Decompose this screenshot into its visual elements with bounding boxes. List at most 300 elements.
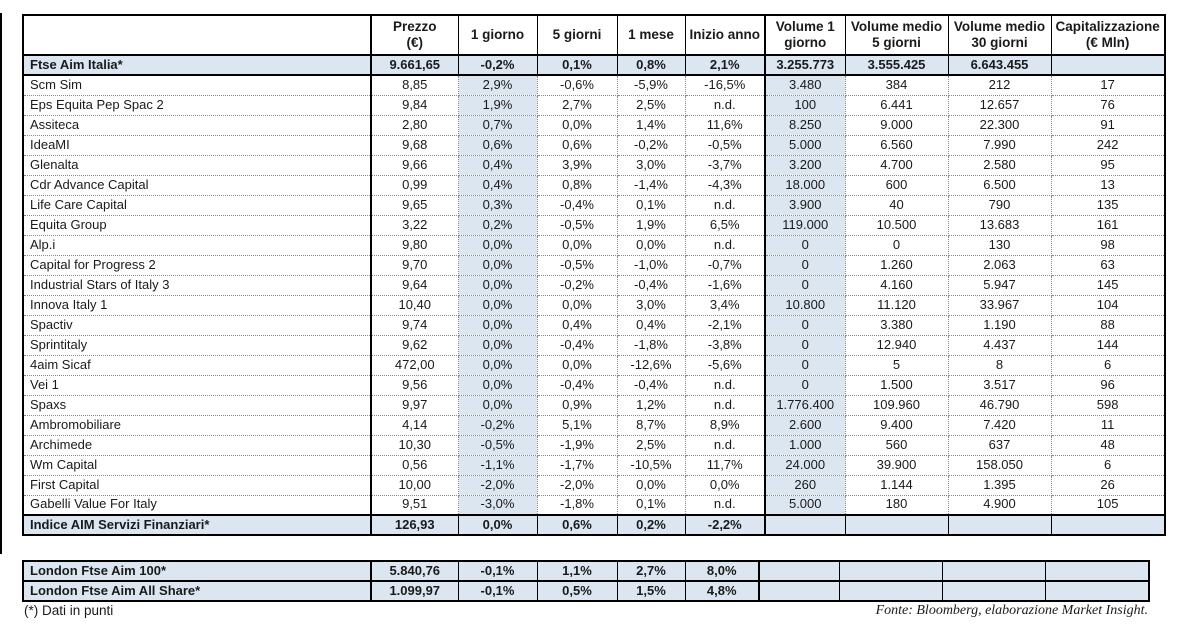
cell-inizio-anno: 0,0% bbox=[685, 475, 765, 495]
cell-5-giorni: 0,8% bbox=[537, 175, 617, 195]
cell-1-giorno: 0,0% bbox=[458, 375, 537, 395]
cell-volume-medio-30-giorni: 1.190 bbox=[948, 315, 1051, 335]
instrument-name: Innova Italy 1 bbox=[23, 295, 371, 315]
cell-1-mese: -1,8% bbox=[617, 335, 685, 355]
main-table-header-row bbox=[23, 15, 1165, 55]
cell-volume-medio-5-giorni: 9.400 bbox=[845, 415, 948, 435]
cell-1-mese: -1,0% bbox=[617, 255, 685, 275]
instrument-name: Industrial Stars of Italy 3 bbox=[23, 275, 371, 295]
cell-5-giorni: -1,8% bbox=[537, 495, 617, 515]
cell-prezzo: 9,74 bbox=[371, 315, 458, 335]
cell-volume-medio-30-giorni: 7.990 bbox=[948, 135, 1051, 155]
cell-1-mese: 0,1% bbox=[617, 195, 685, 215]
cell-prezzo: 0,56 bbox=[371, 455, 458, 475]
cell-5-giorni: 0,5% bbox=[537, 581, 617, 601]
cell-prezzo: 472,00 bbox=[371, 355, 458, 375]
cell-volume-medio-30-giorni: 8 bbox=[948, 355, 1051, 375]
cell-1-giorno: 2,9% bbox=[458, 75, 537, 95]
table-row bbox=[23, 215, 1165, 235]
cell-1-mese: 0,1% bbox=[617, 495, 685, 515]
cell-1-giorno: 0,0% bbox=[458, 335, 537, 355]
column-header-volume-1-giorno: Volume 1 giorno bbox=[765, 15, 845, 55]
cell-5-giorni: -0,6% bbox=[537, 75, 617, 95]
cell-1-mese: 2,7% bbox=[617, 561, 685, 581]
cell-capitalizzazione: 6 bbox=[1051, 355, 1165, 375]
table-row bbox=[23, 275, 1165, 295]
table-row bbox=[23, 235, 1165, 255]
cell-1-mese: 0,0% bbox=[617, 235, 685, 255]
cell-volume-1-giorno: 3.900 bbox=[765, 195, 845, 215]
aim-italia-table bbox=[22, 14, 1166, 536]
cell-prezzo: 5.840,76 bbox=[371, 561, 458, 581]
instrument-name: Indice AIM Servizi Finanziari* bbox=[23, 515, 371, 535]
cell-5-giorni: 0,0% bbox=[537, 235, 617, 255]
cell-inizio-anno: 11,7% bbox=[685, 455, 765, 475]
cell-inizio-anno: -16,5% bbox=[685, 75, 765, 95]
cell-5-giorni: 0,1% bbox=[537, 55, 617, 75]
cell-inizio-anno: -4,3% bbox=[685, 175, 765, 195]
cell-1-mese: 1,4% bbox=[617, 115, 685, 135]
cell-1-mese: 8,7% bbox=[617, 415, 685, 435]
table-row bbox=[23, 435, 1165, 455]
cell-prezzo: 126,93 bbox=[371, 515, 458, 535]
cell-prezzo: 9,51 bbox=[371, 495, 458, 515]
corner-cell bbox=[23, 15, 371, 55]
cell-1-mese: 1,2% bbox=[617, 395, 685, 415]
cell-capitalizzazione: 96 bbox=[1051, 375, 1165, 395]
instrument-name: 4aim Sicaf bbox=[23, 355, 371, 375]
cell-1-giorno: 0,4% bbox=[458, 175, 537, 195]
cell-volume-1-giorno: 3.200 bbox=[765, 155, 845, 175]
instrument-name: Scm Sim bbox=[23, 75, 371, 95]
cell-inizio-anno: n.d. bbox=[685, 435, 765, 455]
cell-capitalizzazione: 17 bbox=[1051, 75, 1165, 95]
cell-volume-1-giorno: 24.000 bbox=[765, 455, 845, 475]
cell-capitalizzazione: 63 bbox=[1051, 255, 1165, 275]
cell-5-giorni: -2,0% bbox=[537, 475, 617, 495]
cell-prezzo: 1.099,97 bbox=[371, 581, 458, 601]
cell-volume-medio-5-giorni: 560 bbox=[845, 435, 948, 455]
cell-prezzo: 9,97 bbox=[371, 395, 458, 415]
cell-5-giorni: 2,7% bbox=[537, 95, 617, 115]
cell-volume-1-giorno bbox=[765, 515, 845, 535]
cell-volume-medio-5-giorni: 600 bbox=[845, 175, 948, 195]
table-row bbox=[23, 395, 1165, 415]
cell-1-giorno: -1,1% bbox=[458, 455, 537, 475]
cell-volume-medio-30-giorni: 130 bbox=[948, 235, 1051, 255]
cell-volume-medio-5-giorni: 39.900 bbox=[845, 455, 948, 475]
cell-1-giorno: -2,0% bbox=[458, 475, 537, 495]
cell-prezzo: 10,30 bbox=[371, 435, 458, 455]
cell-capitalizzazione: 135 bbox=[1051, 195, 1165, 215]
cell-prezzo: 9,56 bbox=[371, 375, 458, 395]
cell-volume-medio-5-giorni: 9.000 bbox=[845, 115, 948, 135]
table-row bbox=[23, 195, 1165, 215]
instrument-name: First Capital bbox=[23, 475, 371, 495]
cell-inizio-anno: n.d. bbox=[685, 235, 765, 255]
table-row bbox=[23, 135, 1165, 155]
table-row bbox=[23, 255, 1165, 275]
cell-volume-medio-30-giorni: 7.420 bbox=[948, 415, 1051, 435]
table-row bbox=[23, 375, 1165, 395]
table-row bbox=[23, 335, 1165, 355]
cell-volume-medio-30-giorni: 6.643.455 bbox=[948, 55, 1051, 75]
instrument-name: Ambromobiliare bbox=[23, 415, 371, 435]
cell-volume-1-giorno: 0 bbox=[765, 235, 845, 255]
cell-1-mese: -1,4% bbox=[617, 175, 685, 195]
cell-volume-medio-5-giorni: 1.500 bbox=[845, 375, 948, 395]
cell-volume-1-giorno: 0 bbox=[765, 355, 845, 375]
cell-1-giorno: 0,0% bbox=[458, 395, 537, 415]
cell-prezzo: 2,80 bbox=[371, 115, 458, 135]
cell-5-giorni: 0,0% bbox=[537, 355, 617, 375]
column-header-5-giorni: 5 giorni bbox=[537, 15, 617, 55]
cell-volume-medio-30-giorni: 637 bbox=[948, 435, 1051, 455]
cell-volume-medio-30-giorni: 5.947 bbox=[948, 275, 1051, 295]
cell-volume-medio-30-giorni: 46.790 bbox=[948, 395, 1051, 415]
table-row bbox=[23, 475, 1165, 495]
cell-volume-1-giorno: 3.255.773 bbox=[765, 55, 845, 75]
cell-prezzo: 3,22 bbox=[371, 215, 458, 235]
cell-prezzo: 9,80 bbox=[371, 235, 458, 255]
cell-volume-medio-5-giorni: 3.555.425 bbox=[845, 55, 948, 75]
cell-1-giorno: 0,2% bbox=[458, 215, 537, 235]
column-header-1-mese: 1 mese bbox=[617, 15, 685, 55]
cell-volume-1-giorno: 0 bbox=[765, 275, 845, 295]
instrument-name: Eps Equita Pep Spac 2 bbox=[23, 95, 371, 115]
cell-volume-medio-30-giorni bbox=[942, 581, 1045, 601]
cell-1-mese: -0,4% bbox=[617, 375, 685, 395]
cell-1-mese: 1,9% bbox=[617, 215, 685, 235]
column-header-volume-medio-30-giorni: Volume medio 30 giorni bbox=[948, 15, 1051, 55]
cell-volume-1-giorno: 5.000 bbox=[765, 135, 845, 155]
cell-inizio-anno: -3,8% bbox=[685, 335, 765, 355]
cell-volume-medio-5-giorni: 10.500 bbox=[845, 215, 948, 235]
cell-volume-1-giorno: 119.000 bbox=[765, 215, 845, 235]
cell-1-mese: 0,2% bbox=[617, 515, 685, 535]
cell-volume-medio-30-giorni: 2.580 bbox=[948, 155, 1051, 175]
column-header-capitalizzazione: Capitalizzazione (€ Mln) bbox=[1051, 15, 1165, 55]
cell-volume-medio-30-giorni bbox=[942, 561, 1045, 581]
main-table-body bbox=[23, 55, 1165, 535]
table-row bbox=[23, 115, 1165, 135]
cell-1-giorno: 0,0% bbox=[458, 235, 537, 255]
cell-capitalizzazione: 145 bbox=[1051, 275, 1165, 295]
instrument-name: London Ftse Aim 100* bbox=[23, 561, 371, 581]
instrument-name: London Ftse Aim All Share* bbox=[23, 581, 371, 601]
cell-capitalizzazione: 104 bbox=[1051, 295, 1165, 315]
cell-inizio-anno: 2,1% bbox=[685, 55, 765, 75]
cell-inizio-anno: -1,6% bbox=[685, 275, 765, 295]
cell-prezzo: 9.661,65 bbox=[371, 55, 458, 75]
cell-1-giorno: 0,6% bbox=[458, 135, 537, 155]
cell-5-giorni: 0,9% bbox=[537, 395, 617, 415]
footnote-dati-in-punti: (*) Dati in punti bbox=[24, 603, 114, 618]
cell-prezzo: 9,66 bbox=[371, 155, 458, 175]
cell-inizio-anno: n.d. bbox=[685, 395, 765, 415]
cell-prezzo: 4,14 bbox=[371, 415, 458, 435]
cell-5-giorni: -1,9% bbox=[537, 435, 617, 455]
cell-volume-medio-30-giorni: 1.395 bbox=[948, 475, 1051, 495]
cell-1-giorno: 0,0% bbox=[458, 295, 537, 315]
cell-volume-medio-30-giorni: 790 bbox=[948, 195, 1051, 215]
cell-capitalizzazione: 48 bbox=[1051, 435, 1165, 455]
cell-5-giorni: -0,2% bbox=[537, 275, 617, 295]
cell-prezzo: 10,00 bbox=[371, 475, 458, 495]
table-row bbox=[23, 495, 1165, 515]
cell-5-giorni: -0,5% bbox=[537, 255, 617, 275]
cell-volume-1-giorno bbox=[759, 561, 839, 581]
cell-volume-medio-30-giorni: 4.437 bbox=[948, 335, 1051, 355]
cell-5-giorni: 0,0% bbox=[537, 115, 617, 135]
cell-1-giorno: 0,4% bbox=[458, 155, 537, 175]
cell-volume-medio-5-giorni: 384 bbox=[845, 75, 948, 95]
cell-capitalizzazione: 76 bbox=[1051, 95, 1165, 115]
cell-capitalizzazione: 105 bbox=[1051, 495, 1165, 515]
cell-capitalizzazione: 26 bbox=[1051, 475, 1165, 495]
table-row bbox=[23, 561, 1149, 581]
table-row bbox=[23, 581, 1149, 601]
column-header-1-giorno: 1 giorno bbox=[458, 15, 537, 55]
column-header-prezzo: Prezzo (€) bbox=[371, 15, 458, 55]
cell-volume-medio-5-giorni: 4.700 bbox=[845, 155, 948, 175]
cell-volume-medio-30-giorni: 158.050 bbox=[948, 455, 1051, 475]
instrument-name: Ftse Aim Italia* bbox=[23, 55, 371, 75]
cell-inizio-anno: n.d. bbox=[685, 195, 765, 215]
source-attribution: Fonte: Bloomberg, elaborazione Market Insight. bbox=[875, 603, 1148, 618]
cell-1-giorno: 0,7% bbox=[458, 115, 537, 135]
instrument-name: Cdr Advance Capital bbox=[23, 175, 371, 195]
cell-prezzo: 9,65 bbox=[371, 195, 458, 215]
cell-prezzo: 8,85 bbox=[371, 75, 458, 95]
instrument-name: Vei 1 bbox=[23, 375, 371, 395]
cell-1-giorno: -3,0% bbox=[458, 495, 537, 515]
cell-1-mese: -12,6% bbox=[617, 355, 685, 375]
cell-volume-1-giorno: 8.250 bbox=[765, 115, 845, 135]
cell-capitalizzazione: 95 bbox=[1051, 155, 1165, 175]
cell-inizio-anno: n.d. bbox=[685, 495, 765, 515]
cell-capitalizzazione: 161 bbox=[1051, 215, 1165, 235]
cell-volume-1-giorno: 3.480 bbox=[765, 75, 845, 95]
cell-volume-medio-30-giorni: 3.517 bbox=[948, 375, 1051, 395]
cell-5-giorni: 0,6% bbox=[537, 515, 617, 535]
cell-volume-medio-5-giorni: 40 bbox=[845, 195, 948, 215]
table-row bbox=[23, 315, 1165, 335]
cell-capitalizzazione bbox=[1045, 581, 1149, 601]
cell-volume-1-giorno: 5.000 bbox=[765, 495, 845, 515]
cell-volume-1-giorno: 10.800 bbox=[765, 295, 845, 315]
cell-volume-medio-5-giorni bbox=[845, 515, 948, 535]
cell-inizio-anno: n.d. bbox=[685, 95, 765, 115]
cell-volume-1-giorno: 100 bbox=[765, 95, 845, 115]
instrument-name: Capital for Progress 2 bbox=[23, 255, 371, 275]
cell-volume-medio-30-giorni: 12.657 bbox=[948, 95, 1051, 115]
cell-1-giorno: 0,0% bbox=[458, 515, 537, 535]
cell-5-giorni: -1,7% bbox=[537, 455, 617, 475]
cell-volume-medio-30-giorni: 13.683 bbox=[948, 215, 1051, 235]
table-row bbox=[23, 455, 1165, 475]
cell-1-mese: 0,8% bbox=[617, 55, 685, 75]
column-header-inizio-anno: Inizio anno bbox=[685, 15, 765, 55]
column-header-volume-medio-5-giorni: Volume medio 5 giorni bbox=[845, 15, 948, 55]
cell-inizio-anno: n.d. bbox=[685, 375, 765, 395]
cell-inizio-anno: 8,0% bbox=[685, 561, 759, 581]
cell-5-giorni: -0,4% bbox=[537, 335, 617, 355]
cell-1-mese: -5,9% bbox=[617, 75, 685, 95]
cell-5-giorni: 3,9% bbox=[537, 155, 617, 175]
london-ftse-table bbox=[22, 560, 1150, 602]
cell-volume-1-giorno: 0 bbox=[765, 315, 845, 335]
cell-inizio-anno: 11,6% bbox=[685, 115, 765, 135]
cell-volume-medio-5-giorni: 109.960 bbox=[845, 395, 948, 415]
cell-volume-medio-5-giorni: 6.441 bbox=[845, 95, 948, 115]
cell-capitalizzazione: 11 bbox=[1051, 415, 1165, 435]
cell-5-giorni: 0,0% bbox=[537, 295, 617, 315]
cell-volume-medio-5-giorni: 1.144 bbox=[845, 475, 948, 495]
cell-prezzo: 9,64 bbox=[371, 275, 458, 295]
cell-1-mese: 0,0% bbox=[617, 475, 685, 495]
cell-capitalizzazione bbox=[1051, 55, 1165, 75]
cell-1-giorno: 0,0% bbox=[458, 255, 537, 275]
cell-capitalizzazione bbox=[1051, 515, 1165, 535]
instrument-name: IdeaMI bbox=[23, 135, 371, 155]
cell-1-giorno: -0,1% bbox=[458, 581, 537, 601]
cell-inizio-anno: 4,8% bbox=[685, 581, 759, 601]
instrument-name: Spactiv bbox=[23, 315, 371, 335]
instrument-name: Sprintitaly bbox=[23, 335, 371, 355]
cell-volume-1-giorno: 0 bbox=[765, 255, 845, 275]
cell-volume-1-giorno: 260 bbox=[765, 475, 845, 495]
cell-volume-medio-5-giorni: 12.940 bbox=[845, 335, 948, 355]
cell-volume-medio-30-giorni: 22.300 bbox=[948, 115, 1051, 135]
cell-inizio-anno: 3,4% bbox=[685, 295, 765, 315]
cell-volume-1-giorno: 0 bbox=[765, 375, 845, 395]
cell-1-giorno: 0,0% bbox=[458, 355, 537, 375]
cell-volume-medio-30-giorni: 6.500 bbox=[948, 175, 1051, 195]
cell-volume-1-giorno bbox=[759, 581, 839, 601]
cell-prezzo: 9,70 bbox=[371, 255, 458, 275]
cell-capitalizzazione: 91 bbox=[1051, 115, 1165, 135]
page-edge-line bbox=[0, 13, 2, 554]
cell-1-giorno: 0,3% bbox=[458, 195, 537, 215]
instrument-name: Archimede bbox=[23, 435, 371, 455]
instrument-name: Spaxs bbox=[23, 395, 371, 415]
cell-capitalizzazione: 98 bbox=[1051, 235, 1165, 255]
cell-5-giorni: -0,4% bbox=[537, 375, 617, 395]
instrument-name: Equita Group bbox=[23, 215, 371, 235]
cell-volume-medio-5-giorni: 180 bbox=[845, 495, 948, 515]
table-row bbox=[23, 355, 1165, 375]
cell-volume-medio-5-giorni: 11.120 bbox=[845, 295, 948, 315]
cell-inizio-anno: 6,5% bbox=[685, 215, 765, 235]
instrument-name: Glenalta bbox=[23, 155, 371, 175]
cell-5-giorni: 5,1% bbox=[537, 415, 617, 435]
instrument-name: Life Care Capital bbox=[23, 195, 371, 215]
cell-1-mese: 1,5% bbox=[617, 581, 685, 601]
cell-1-mese: 0,4% bbox=[617, 315, 685, 335]
cell-volume-medio-30-giorni: 33.967 bbox=[948, 295, 1051, 315]
table-row bbox=[23, 175, 1165, 195]
cell-prezzo: 9,84 bbox=[371, 95, 458, 115]
cell-1-giorno: 1,9% bbox=[458, 95, 537, 115]
cell-volume-1-giorno: 2.600 bbox=[765, 415, 845, 435]
cell-capitalizzazione: 144 bbox=[1051, 335, 1165, 355]
instrument-name: Alp.i bbox=[23, 235, 371, 255]
cell-1-giorno: -0,2% bbox=[458, 415, 537, 435]
cell-capitalizzazione: 88 bbox=[1051, 315, 1165, 335]
cell-prezzo: 9,68 bbox=[371, 135, 458, 155]
table-row bbox=[23, 515, 1165, 535]
cell-volume-medio-30-giorni: 2.063 bbox=[948, 255, 1051, 275]
cell-volume-medio-5-giorni: 0 bbox=[845, 235, 948, 255]
cell-1-giorno: 0,0% bbox=[458, 315, 537, 335]
cell-1-giorno: -0,5% bbox=[458, 435, 537, 455]
london-table-body bbox=[23, 561, 1149, 601]
instrument-name: Wm Capital bbox=[23, 455, 371, 475]
cell-prezzo: 9,62 bbox=[371, 335, 458, 355]
table-row bbox=[23, 295, 1165, 315]
cell-1-mese: 3,0% bbox=[617, 295, 685, 315]
cell-1-mese: -0,2% bbox=[617, 135, 685, 155]
cell-1-giorno: 0,0% bbox=[458, 275, 537, 295]
cell-1-mese: -10,5% bbox=[617, 455, 685, 475]
cell-inizio-anno: -2,1% bbox=[685, 315, 765, 335]
table-row bbox=[23, 155, 1165, 175]
cell-5-giorni: 0,6% bbox=[537, 135, 617, 155]
cell-1-giorno: -0,2% bbox=[458, 55, 537, 75]
cell-inizio-anno: -0,5% bbox=[685, 135, 765, 155]
cell-capitalizzazione bbox=[1045, 561, 1149, 581]
cell-capitalizzazione: 13 bbox=[1051, 175, 1165, 195]
cell-capitalizzazione: 598 bbox=[1051, 395, 1165, 415]
cell-inizio-anno: -0,7% bbox=[685, 255, 765, 275]
cell-volume-medio-30-giorni: 4.900 bbox=[948, 495, 1051, 515]
cell-prezzo: 10,40 bbox=[371, 295, 458, 315]
cell-volume-medio-30-giorni bbox=[948, 515, 1051, 535]
cell-volume-medio-5-giorni: 5 bbox=[845, 355, 948, 375]
cell-volume-medio-5-giorni bbox=[839, 581, 942, 601]
instrument-name: Assiteca bbox=[23, 115, 371, 135]
cell-1-mese: 2,5% bbox=[617, 435, 685, 455]
cell-inizio-anno: -2,2% bbox=[685, 515, 765, 535]
cell-volume-medio-5-giorni: 3.380 bbox=[845, 315, 948, 335]
cell-5-giorni: -0,5% bbox=[537, 215, 617, 235]
cell-1-giorno: -0,1% bbox=[458, 561, 537, 581]
cell-prezzo: 0,99 bbox=[371, 175, 458, 195]
cell-volume-1-giorno: 18.000 bbox=[765, 175, 845, 195]
cell-capitalizzazione: 6 bbox=[1051, 455, 1165, 475]
cell-volume-medio-5-giorni: 1.260 bbox=[845, 255, 948, 275]
cell-volume-medio-5-giorni bbox=[839, 561, 942, 581]
instrument-name: Gabelli Value For Italy bbox=[23, 495, 371, 515]
table-row bbox=[23, 415, 1165, 435]
cell-volume-medio-5-giorni: 6.560 bbox=[845, 135, 948, 155]
cell-5-giorni: 1,1% bbox=[537, 561, 617, 581]
cell-volume-1-giorno: 1.000 bbox=[765, 435, 845, 455]
table-row bbox=[23, 55, 1165, 75]
cell-volume-medio-30-giorni: 212 bbox=[948, 75, 1051, 95]
table-row bbox=[23, 95, 1165, 115]
table-row bbox=[23, 75, 1165, 95]
cell-inizio-anno: 8,9% bbox=[685, 415, 765, 435]
cell-volume-1-giorno: 0 bbox=[765, 335, 845, 355]
cell-5-giorni: -0,4% bbox=[537, 195, 617, 215]
cell-5-giorni: 0,4% bbox=[537, 315, 617, 335]
cell-inizio-anno: -5,6% bbox=[685, 355, 765, 375]
cell-1-mese: 2,5% bbox=[617, 95, 685, 115]
cell-capitalizzazione: 242 bbox=[1051, 135, 1165, 155]
cell-1-mese: 3,0% bbox=[617, 155, 685, 175]
